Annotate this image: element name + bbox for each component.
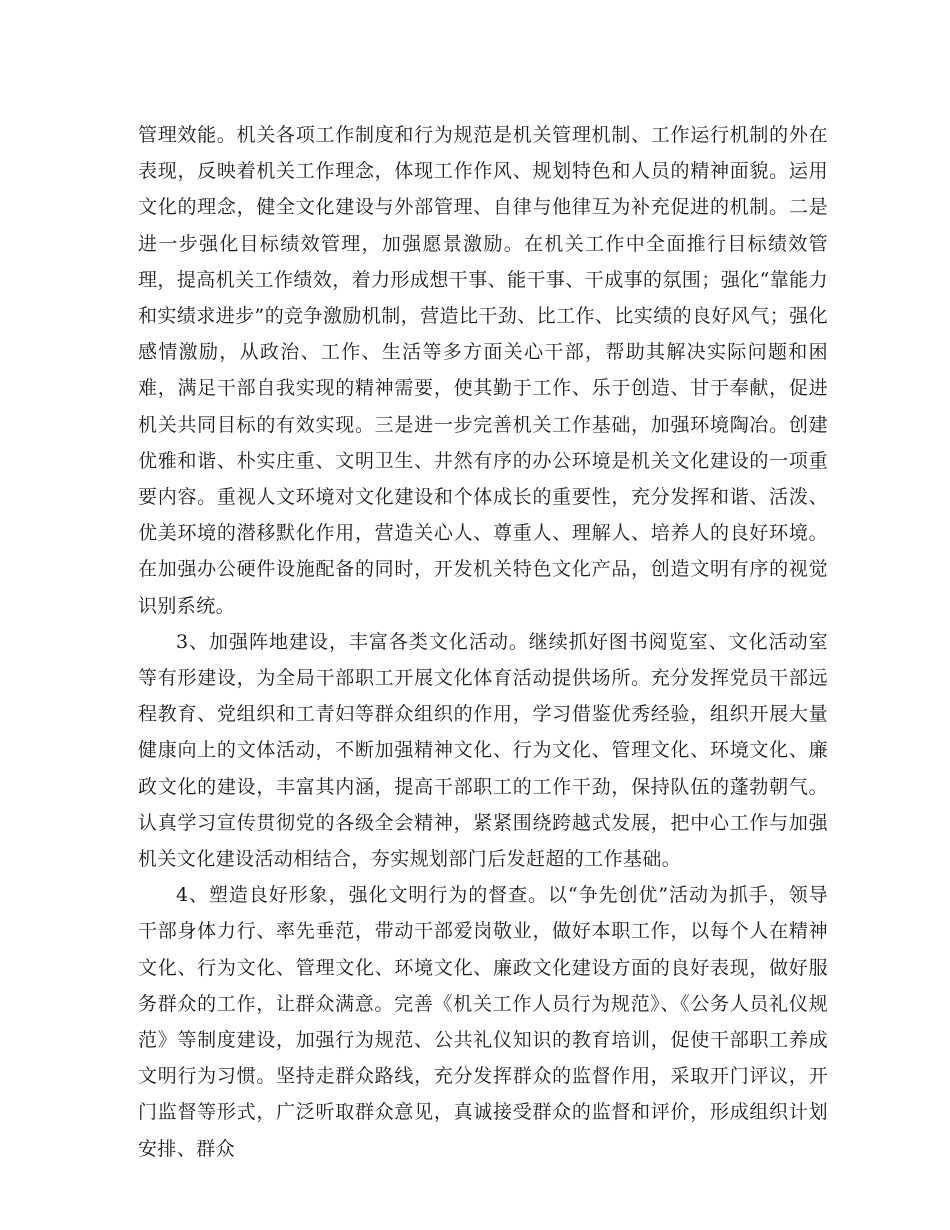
document-body — [138, 117, 828, 1167]
paragraph-continued: 管理效能。机关各项工作制度和行为规范是机关管理机制、工作运行机制的外在表现，反映着机关工作理念，体现工作作风、规划特色和人员的精神面貌。运用文化的理念，健全文化建设与外部管理、自律与他律互为补充促进的机制。二是进一步强化目标绩效管理，加强愿景激励。在机关工作中全面推行目标绩效管理，提高机关工作绩效，着力形成想干事、能干事、干成事的氛围；强化“靠能力和实绩求进步”的竞争激励机制，营造比干劲、比工作、比实绩的良好风气；强化感情激励，从政治、工作、生活等多方面关心干部，帮助其解决实际问题和困难，满足干部自我实现的精神需要，使其勤于工作、乐于创造、甘于奉献，促进机关共同目标的有效实现。三是进一步完善机关工作基础，加强环境陶冶。创建优雅和谐、朴实庄重、文明卫生、井然有序的办公环境是机关文化建设的一项重要内容。重视人文环境对文化建设和个体成长的重要性，充分发挥和谐、活泼、优美环境的潜移默化作用，营造关心人、尊重人、理解人、培养人的良好环境。在加强办公硬件设施配备的同时，开发机关特色文化产品，创造文明有序的视觉识别系统。 — [138, 124, 828, 617]
paragraph-section-4: 4、塑造良好形象，强化文明行为的督查。以“争先创优”活动为抓手，领导干部身体力行、率先垂范，带动干部爱岗敬业，做好本职工作，以每个人在精神文化、行为文化、管理文化、环境文化、廉政文化建设方面的良好表现，做好服务群众的工作，让群众满意。完善《机关工作人员行为规范》、《公务人员礼仪规范》等制度建设，加强行为规范、公共礼仪知识的教育培训，促使干部职工养成文明行为习惯。坚持走群众路线，充分发挥群众的监督作用，采取开门评议，开门监督等形式，广泛听取群众意见，真诚接受群众的监督和评价，形成组织计划安排、群众 — [138, 884, 828, 1160]
paragraph-section-3: 3、加强阵地建设，丰富各类文化活动。继续抓好图书阅览室、文化活动室等有形建设，为全局干部职工开展文化体育活动提供场所。充分发挥党员干部远程教育、党组织和工青妇等群众组织的作用，学习借鉴优秀经验，组织开展大量健康向上的文体活动，不断加强精神文化、行为文化、管理文化、环境文化、廉政文化的建设，丰富其内涵，提高干部职工的工作干劲，保持队伍的蓬勃朝气。认真学习宣传贯彻党的各级全会精神，紧紧围绕跨越式发展，把中心工作与加强机关文化建设活动相结合，夯实规划部门后发赶超的工作基础。 — [138, 630, 828, 871]
